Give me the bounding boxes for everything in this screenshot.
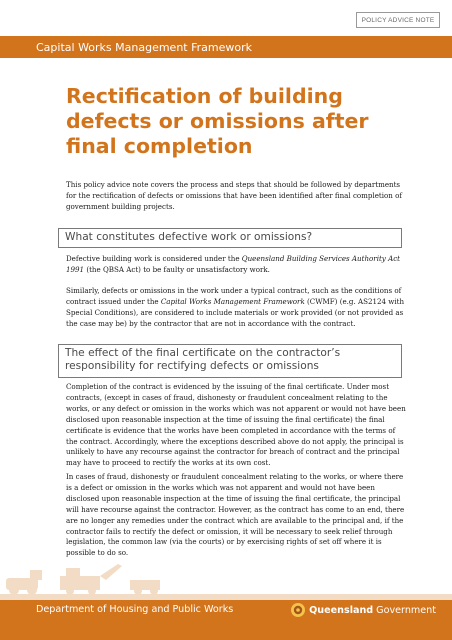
section2-paragraph-2: In cases of fraud, dishonesty or fraudulent concealment relating to the works, or where there is a defect or omission in the works which was not apparent and would not have been disclosed upon reasonable inspection at the time of issuing the final certificate, the principal will have recourse against the contractor. However, as the contract has come to an end, there are no longer any remedies under the contract which are available to the principal and, if the contractor fails to rectify the defect or omission, it will be necessary to seek relief through legislation, the common law (via the courts) or by exercising rights of set off where it is possible to do so.	[66, 472, 405, 558]
intro-paragraph: This policy advice note covers the process and steps that should be followed by departments for the rectification of defects or omissions that have been identified after final completion of government building projects.	[66, 180, 403, 211]
logo-word-queensland: Queensland	[309, 604, 374, 616]
section1-paragraph-1: Defective building work is considered under the Queensland Building Services Authority Act 1991 (the QBSA Act) to be faulty or unsatisfactory work.	[66, 254, 401, 274]
document-type-tag	[356, 12, 440, 28]
queensland-government-logo	[290, 602, 436, 618]
logo-word-government: Government	[376, 604, 436, 616]
section2-paragraph-1: Completion of the contract is evidenced by the issuing of the final certificate. Under most contracts, (except in cases of fraud, dishonesty or fraudulent concealment relating to the works, or any defect or omission in the works which was not apparent or would not have been disclosed upon reasonable inspection at the time of issuing the final certificate) the final certificate is evidence that the works have been completed in accordance with the terms of the contract. Accordingly, where the exceptions described above do not apply, the principal is unlikely to have any recourse against the contractor for breach of contract and the principal may have to proceed to rectify the works at its own cost.	[66, 382, 406, 468]
header-banner	[0, 36, 452, 58]
framework-title: Capital Works Management Framework	[36, 40, 252, 54]
section1-paragraph-2: Similarly, defects or omissions in the work under a typical contract, such as the conditions of contract issued under the Capital Works Management Framework (CWMF) (e.g. AS2124 with Special Conditions), are considered to include materials or work provided (or not provided as the case may be) by the contractor that are not in accordance with the contract.	[66, 286, 405, 328]
department-name: Department of Housing and Public Works	[36, 604, 234, 615]
queensland-crest-icon	[290, 602, 306, 618]
construction-machinery-watermark	[0, 556, 200, 596]
section-heading-final-certificate: The effect of the final certificate on the contractor’s responsibility for rectifying defects or omissions	[58, 344, 402, 378]
document-type-label: POLICY ADVICE NOTE	[361, 16, 435, 24]
page-title: Rectification of building defects or omissions after final completion	[66, 84, 369, 158]
section-heading-defective-work: What constitutes defective work or omissions?	[58, 228, 402, 248]
